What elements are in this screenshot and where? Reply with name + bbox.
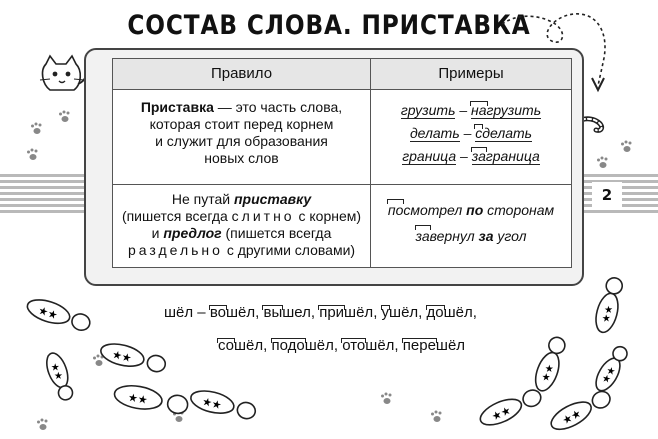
footprint-icon [470, 384, 550, 432]
spaced-word: слитно [231, 208, 295, 224]
word-rest: шёл [389, 304, 419, 321]
term-preposition: предлог [163, 225, 222, 241]
row-divider [113, 184, 571, 185]
rule-warning [113, 191, 370, 259]
example-rest: граница [485, 148, 540, 164]
word-separator: , [263, 337, 272, 354]
example-prefix: за [416, 223, 430, 249]
example-rest: вернул [429, 228, 475, 244]
word-rest: шёл [344, 304, 374, 321]
example-rest: смотрел [403, 202, 463, 218]
example-base: граница [402, 148, 457, 164]
svg-text:★★: ★★ [110, 347, 134, 366]
svg-text:★★: ★★ [489, 403, 514, 424]
spaced-word: раздельно [127, 242, 223, 258]
paw-print-icon [26, 148, 40, 162]
example-dash: – [456, 148, 472, 164]
rule-text: с другими словами) [222, 242, 356, 258]
word-rest: шёл [304, 337, 334, 354]
example-base: грузить [400, 102, 456, 118]
rule-text: Не путай [171, 191, 234, 207]
example-row [371, 145, 571, 168]
example-rest: грузить [486, 102, 542, 118]
word-family-line [218, 336, 465, 356]
svg-text:★★: ★★ [540, 362, 557, 384]
rule-text: (пишется всегда [221, 225, 332, 241]
example-tail: сторонам [487, 202, 555, 218]
example-dash: – [455, 102, 472, 118]
paw-print-icon [58, 110, 72, 124]
svg-text:★★: ★★ [36, 303, 60, 323]
header-examples: Примеры [371, 59, 571, 89]
paw-print-icon [430, 410, 444, 424]
term-prefix: Приставка [140, 99, 214, 115]
example-row [371, 197, 571, 223]
example-base: делать [409, 125, 460, 141]
word-prefix: вы [263, 304, 283, 321]
cat-icon [38, 54, 90, 100]
svg-text:★★: ★★ [126, 390, 149, 407]
word-rest: шёл [443, 304, 473, 321]
word-rest: шёл [435, 337, 466, 354]
word-separator: , [310, 304, 320, 321]
svg-text:★★: ★★ [559, 406, 584, 428]
word-separator: , [418, 304, 427, 321]
word-separator: , [394, 337, 403, 354]
footprint-icon [184, 384, 264, 426]
rule-text: (пишется всегда [121, 208, 232, 224]
svg-text:★★: ★★ [200, 394, 224, 413]
example-preposition: за [478, 228, 494, 244]
paw-print-icon [30, 122, 44, 136]
example-row [371, 99, 571, 122]
examples-prefix-words [371, 99, 571, 168]
word-rest: шёл [365, 337, 395, 354]
paw-print-icon [380, 392, 394, 406]
term-prefix: приставку [233, 191, 312, 207]
rule-definition [113, 99, 370, 167]
word-prefix: во [209, 304, 226, 321]
paw-print-icon [620, 140, 634, 154]
example-prefix: на [471, 99, 487, 122]
header-rule: Правило [113, 59, 370, 89]
word-prefix: пере [402, 337, 436, 354]
paw-print-icon [36, 418, 50, 432]
page-number: 2 [592, 182, 622, 208]
word-rest: шёл [234, 337, 264, 354]
footprint-icon [94, 338, 174, 378]
svg-text:★★: ★★ [600, 364, 619, 386]
example-tail: угол [497, 228, 527, 244]
rule-text: и служит для образования [155, 133, 328, 149]
example-prefix: с [475, 122, 482, 145]
word-rest: шел [282, 304, 311, 321]
rule-table [112, 58, 572, 268]
svg-text:★★: ★★ [47, 361, 65, 383]
word-prefix: ото [342, 337, 366, 354]
svg-text:★★: ★★ [600, 304, 616, 325]
rule-text: которая стоит перед корнем [149, 116, 334, 132]
example-prefix: за [472, 145, 486, 168]
word-rest: шёл [225, 304, 256, 321]
footprint-icon [22, 296, 96, 334]
example-row [371, 122, 571, 145]
paw-print-icon [596, 156, 610, 170]
example-preposition: по [466, 202, 484, 218]
word-prefix: у [381, 304, 390, 321]
example-rest: делать [482, 125, 533, 141]
examples-prefix-vs-preposition [371, 197, 571, 249]
footprint-icon [586, 272, 630, 346]
rule-text: новых слов [204, 150, 279, 166]
rule-text: и [151, 225, 164, 241]
word-separator: , [373, 304, 382, 321]
word-family-line [164, 303, 477, 323]
row-divider [113, 89, 571, 90]
word-separator: , [333, 337, 343, 354]
rule-text: — это часть слова, [213, 99, 343, 115]
word-separator: , [472, 304, 477, 321]
side-stripe-left [0, 174, 94, 214]
root-word: шёл [164, 304, 194, 321]
word-prefix: со [218, 337, 235, 354]
word-dash: – [193, 304, 210, 321]
page-title: СОСТАВ СЛОВА. ПРИСТАВКА [127, 10, 531, 41]
footprint-icon [542, 388, 618, 434]
word-prefix: при [319, 304, 345, 321]
word-prefix: подо [271, 337, 305, 354]
example-row [371, 223, 571, 249]
footprint-icon [34, 346, 84, 404]
rule-text: с корнем) [294, 208, 362, 224]
example-dash: – [459, 125, 476, 141]
word-separator: , [255, 304, 264, 321]
example-prefix: по [388, 197, 404, 223]
word-prefix: до [426, 304, 444, 321]
